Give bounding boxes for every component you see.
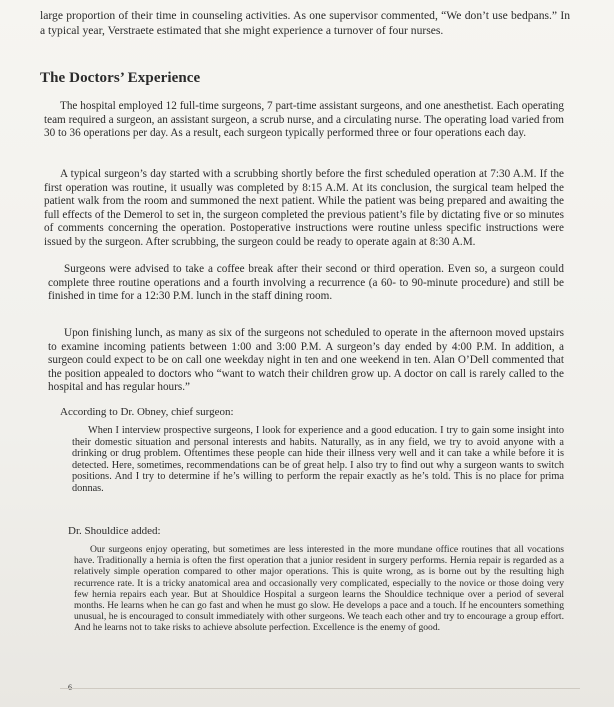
paragraph-afternoon: Upon finishing lunch, as many as six of the surgeons not scheduled to operate in the afternoon moved upstairs to examine incoming patients between 1:00 and 3:00 P.M. A surgeon’s day ended by 4:00 P.M. In addition, a surgeon could expect to be on call one weekday night in ten and one weekend in ten. Alan O’Dell commented that the position appealed to doctors who “want to watch their children grow up. A doctor on call is rarely called to the hospital and has regular hours.” [48, 327, 564, 394]
paragraph-coffee-break: Surgeons were advised to take a coffee break after their second or third operation. Even so, a surgeon could complete three routine operations and a fourth involving a recurrence (a 60- to 90-minute procedure) and still be finished in time for a 12:30 P.M. lunch in the staff dining room. [48, 263, 564, 303]
footer-rule [60, 688, 580, 689]
paragraph-typical-day: A typical surgeon’s day started with a scrubbing shortly before the first scheduled operation at 7:30 A.M. If the first operation was routine, it usually was completed by 8:15 A.M. At its conclusion, the surgical team helped the patient walk from the room and summoned the next patient. While the patient was being prepared and awaiting the full effects of the Demerol to set in, the surgeon completed the previous patient’s file by dictating five or so minutes of comments concerning the operation. Postoperative instructions were routine unless specific instructions were issued by the surgeon. After scrubbing, the surgeon could be ready to operate again at 8:30 A.M. [44, 168, 564, 248]
paragraph-surgeons-staffing: The hospital employed 12 full-time surgeons, 7 part-time assistant surgeons, and one anesthetist. Each operating team required a surgeon, an assistant surgeon, a scrub nurse, and a circulating nurse. The operating load varied from 30 to 36 operations per day. As a result, each surgeon typically performed three or four operations each day. [44, 100, 564, 140]
section-heading: The Doctors’ Experience [40, 70, 201, 86]
intro-paragraph: large proportion of their time in counseling activities. As one supervisor commented, “We don’t use bedpans.” In a typical year, Verstraete estimated that she might experience a turnover of four nurses. [40, 9, 570, 37]
quote-obney: When I interview prospective surgeons, I look for experience and a good education. I try to gain some insight into their domestic situation and personal interests and habits. Naturally, as in any field, we try to avoid anyone with a drinking or drug problem. Oftentimes these people can hide their illness very well and it can take a while before it is detected. Here, sometimes, recommendations can be of great help. I also try to find out why a surgeon wants to switch positions. And I try to determine if he’s willing to perform the repair exactly as he’s told. This is no place for prima donnas. [72, 425, 564, 494]
lead-obney: According to Dr. Obney, chief surgeon: [60, 406, 234, 418]
quote-shouldice: Our surgeons enjoy operating, but sometimes are less interested in the more mundane office routines that all vocations have. Traditionally a hernia is often the first operation that a junior resident in surgery performs. Hernia repair is regarded as a relatively simple operation compared to other major operations. This is quite wrong, as is borne out by the resulting high recurrence rate. It is a tricky anatomical area and occasionally very complicated, especially to the novice or those doing very few hernia repairs each year. But at Shouldice Hospital a surgeon learns the Shouldice technique over a period of several months. He learns when he can go fast and when he must go slow. He develops a pace and a touch. If he encounters something unusual, he is encouraged to consult immediately with other surgeons. We teach each other and try to encourage a group effort. And he learns not to take risks to achieve absolute perfection. Excellence is the enemy of good. [74, 544, 564, 634]
lead-shouldice: Dr. Shouldice added: [68, 525, 161, 537]
